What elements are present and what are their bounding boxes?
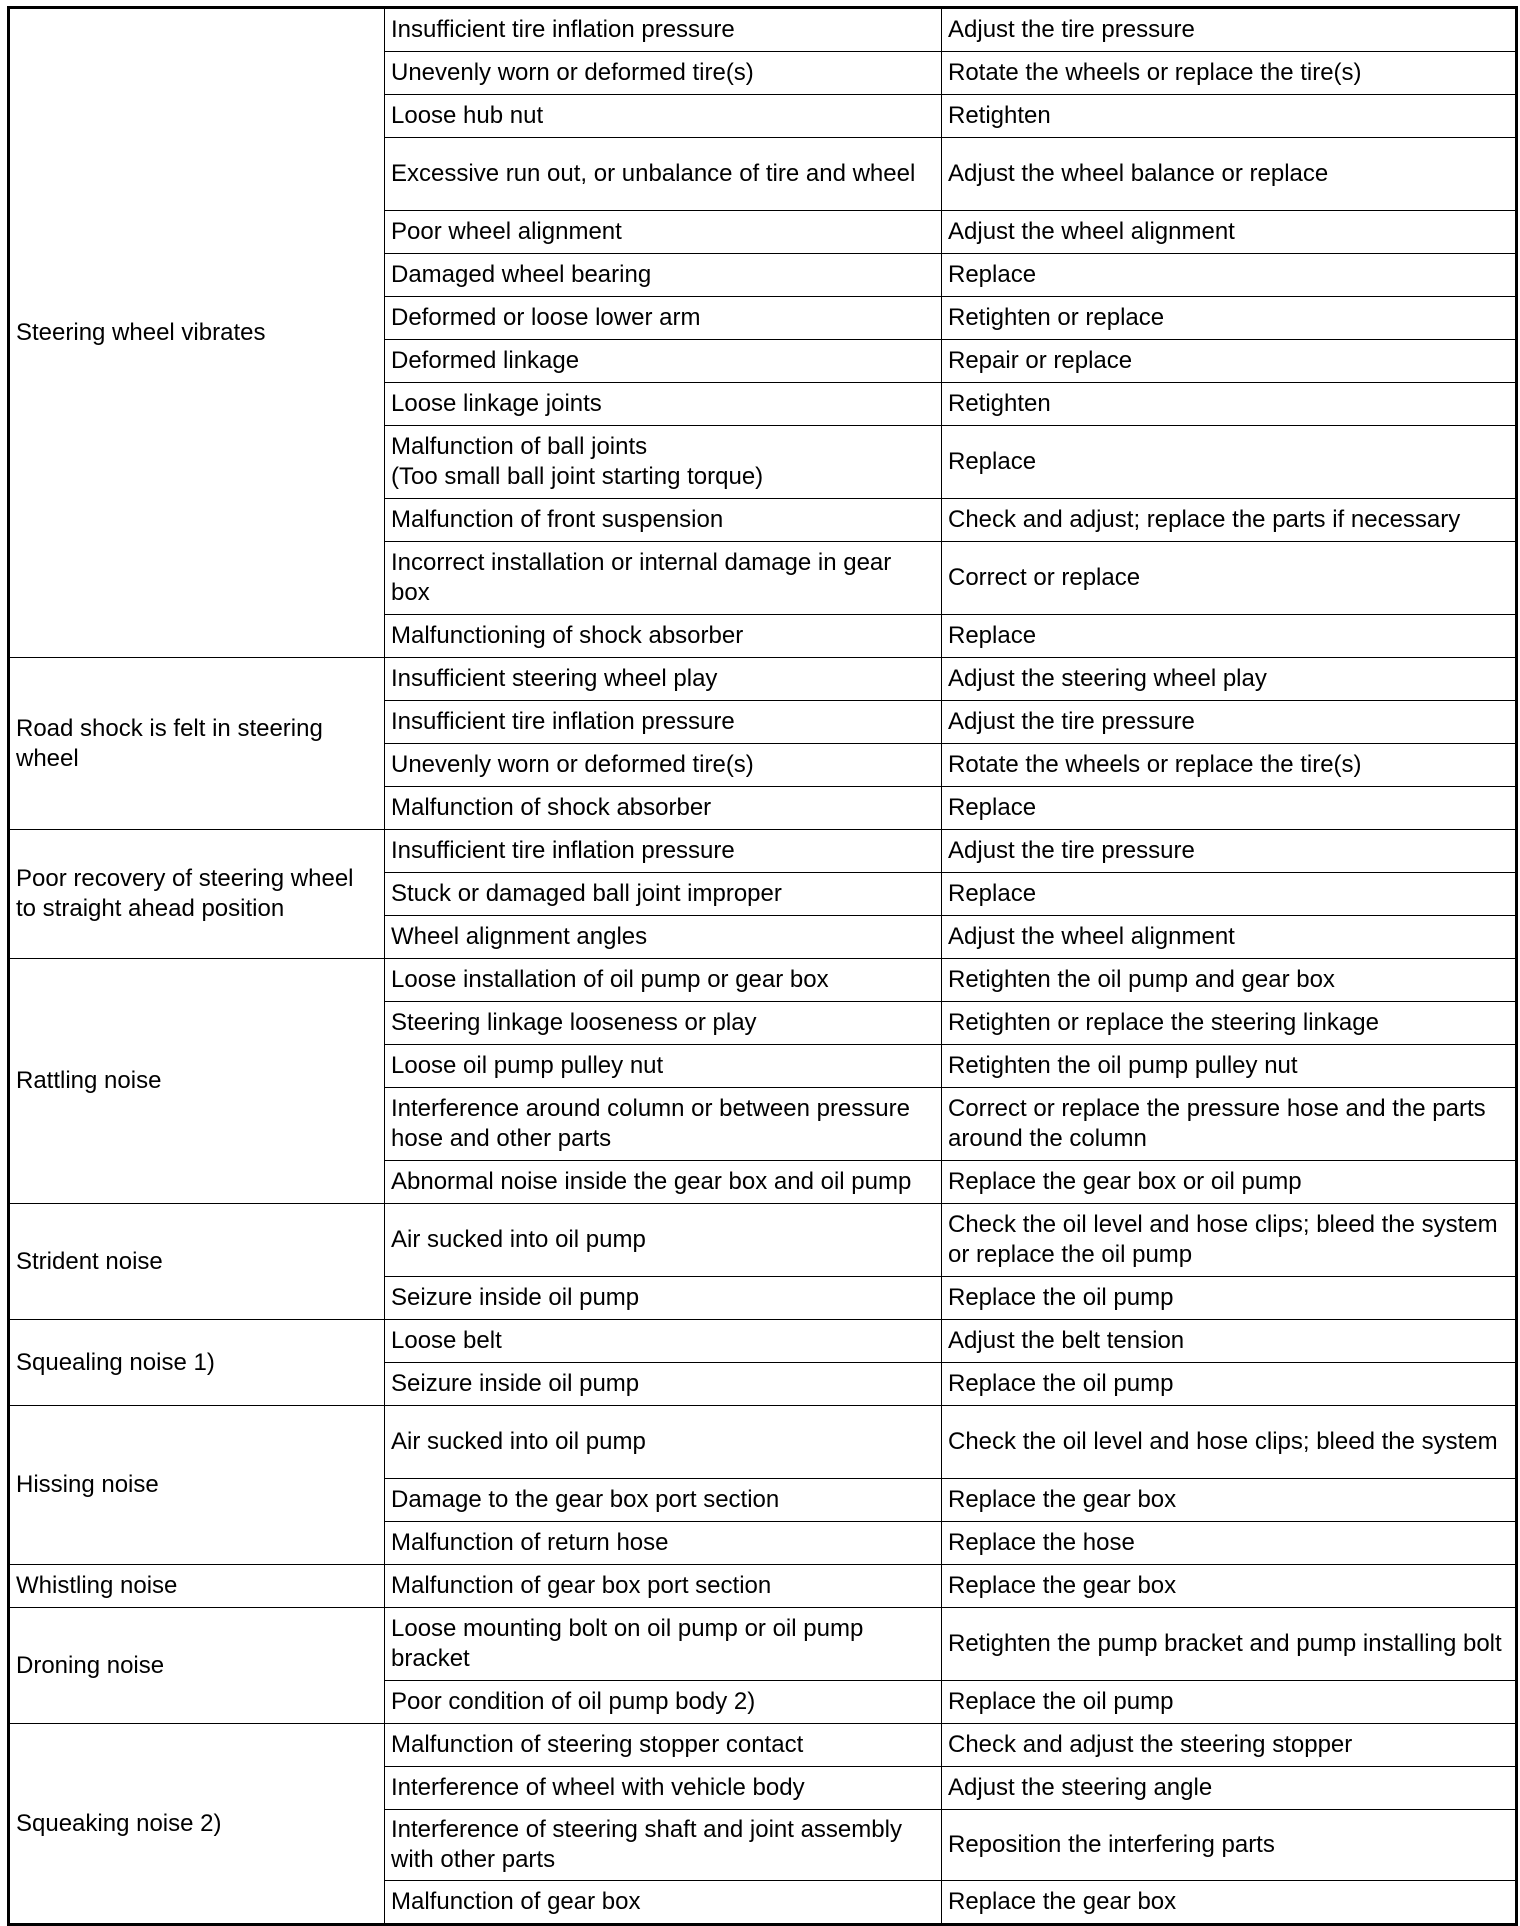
table-row — [9, 1406, 1517, 1479]
table-row — [9, 658, 1517, 701]
remedy-cell: Replace — [942, 787, 1517, 830]
remedy-cell: Adjust the steering wheel play — [942, 658, 1517, 701]
remedy-cell: Reposition the interfering parts — [942, 1810, 1517, 1881]
cause-cell: Loose linkage joints — [385, 383, 942, 426]
remedy-cell: Adjust the tire pressure — [942, 8, 1517, 52]
cause-cell: Loose installation of oil pump or gear box — [385, 959, 942, 1002]
cause-cell: Seizure inside oil pump — [385, 1277, 942, 1320]
remedy-cell: Adjust the tire pressure — [942, 830, 1517, 873]
cause-cell: Malfunction of gear box — [385, 1881, 942, 1925]
cause-cell: Stuck or damaged ball joint improper — [385, 873, 942, 916]
cause-cell: Loose oil pump pulley nut — [385, 1045, 942, 1088]
troubleshooting-table-wrapper — [7, 6, 1518, 1926]
remedy-cell: Retighten or replace the steering linkage — [942, 1002, 1517, 1045]
troubleshooting-table-body — [9, 8, 1517, 1925]
cause-cell: Insufficient tire inflation pressure — [385, 830, 942, 873]
remedy-cell: Adjust the belt tension — [942, 1320, 1517, 1363]
cause-cell: Interference of wheel with vehicle body — [385, 1767, 942, 1810]
cause-cell: Poor wheel alignment — [385, 211, 942, 254]
remedy-cell: Correct or replace the pressure hose and the parts around the column — [942, 1088, 1517, 1161]
cause-cell: Abnormal noise inside the gear box and oil pump — [385, 1161, 942, 1204]
remedy-cell: Correct or replace — [942, 542, 1517, 615]
remedy-cell: Replace — [942, 873, 1517, 916]
table-row — [9, 1565, 1517, 1608]
cause-cell: Excessive run out, or unbalance of tire and wheel — [385, 138, 942, 211]
remedy-cell: Adjust the wheel alignment — [942, 211, 1517, 254]
remedy-cell: Adjust the steering angle — [942, 1767, 1517, 1810]
cause-cell: Insufficient tire inflation pressure — [385, 701, 942, 744]
table-row — [9, 1724, 1517, 1767]
remedy-cell: Retighten the oil pump pulley nut — [942, 1045, 1517, 1088]
remedy-cell: Replace the oil pump — [942, 1363, 1517, 1406]
symptom-cell: Steering wheel vibrates — [9, 8, 385, 658]
cause-cell: Loose mounting bolt on oil pump or oil pump bracket — [385, 1608, 942, 1681]
remedy-cell: Check the oil level and hose clips; bleed the system — [942, 1406, 1517, 1479]
cause-cell: Unevenly worn or deformed tire(s) — [385, 52, 942, 95]
remedy-cell: Adjust the wheel balance or replace — [942, 138, 1517, 211]
remedy-cell: Replace the oil pump — [942, 1681, 1517, 1724]
remedy-cell: Check and adjust the steering stopper — [942, 1724, 1517, 1767]
remedy-cell: Replace the hose — [942, 1522, 1517, 1565]
remedy-cell: Retighten or replace — [942, 297, 1517, 340]
remedy-cell: Replace the gear box or oil pump — [942, 1161, 1517, 1204]
remedy-cell: Replace the gear box — [942, 1479, 1517, 1522]
remedy-cell: Replace — [942, 426, 1517, 499]
table-row — [9, 1204, 1517, 1277]
table-row — [9, 8, 1517, 52]
remedy-cell: Replace — [942, 254, 1517, 297]
cause-cell: Air sucked into oil pump — [385, 1204, 942, 1277]
cause-cell: Malfunction of ball joints (Too small ball joint starting torque) — [385, 426, 942, 499]
symptom-cell: Road shock is felt in steering wheel — [9, 658, 385, 830]
remedy-cell: Rotate the wheels or replace the tire(s) — [942, 52, 1517, 95]
cause-cell: Malfunction of steering stopper contact — [385, 1724, 942, 1767]
table-row — [9, 830, 1517, 873]
cause-cell: Deformed or loose lower arm — [385, 297, 942, 340]
remedy-cell: Adjust the wheel alignment — [942, 916, 1517, 959]
cause-cell: Insufficient tire inflation pressure — [385, 8, 942, 52]
cause-cell: Deformed linkage — [385, 340, 942, 383]
cause-cell: Unevenly worn or deformed tire(s) — [385, 744, 942, 787]
symptom-cell: Poor recovery of steering wheel to straight ahead position — [9, 830, 385, 959]
symptom-cell: Squealing noise 1) — [9, 1320, 385, 1406]
remedy-cell: Replace — [942, 615, 1517, 658]
cause-cell: Damage to the gear box port section — [385, 1479, 942, 1522]
remedy-cell: Retighten — [942, 383, 1517, 426]
cause-cell: Interference around column or between pressure hose and other parts — [385, 1088, 942, 1161]
cause-cell: Poor condition of oil pump body 2) — [385, 1681, 942, 1724]
table-row — [9, 1320, 1517, 1363]
cause-cell: Damaged wheel bearing — [385, 254, 942, 297]
cause-cell: Interference of steering shaft and joint assembly with other parts — [385, 1810, 942, 1881]
remedy-cell: Check the oil level and hose clips; bleed the system or replace the oil pump — [942, 1204, 1517, 1277]
table-row — [9, 959, 1517, 1002]
remedy-cell: Replace the gear box — [942, 1565, 1517, 1608]
remedy-cell: Replace the gear box — [942, 1881, 1517, 1925]
remedy-cell: Replace the oil pump — [942, 1277, 1517, 1320]
cause-cell: Malfunctioning of shock absorber — [385, 615, 942, 658]
remedy-cell: Check and adjust; replace the parts if necessary — [942, 499, 1517, 542]
remedy-cell: Retighten the oil pump and gear box — [942, 959, 1517, 1002]
table-row — [9, 1608, 1517, 1681]
remedy-cell: Adjust the tire pressure — [942, 701, 1517, 744]
cause-cell: Wheel alignment angles — [385, 916, 942, 959]
symptom-cell: Squeaking noise 2) — [9, 1724, 385, 1925]
cause-cell: Air sucked into oil pump — [385, 1406, 942, 1479]
cause-cell: Incorrect installation or internal damage in gear box — [385, 542, 942, 615]
remedy-cell: Retighten — [942, 95, 1517, 138]
cause-cell: Malfunction of gear box port section — [385, 1565, 942, 1608]
cause-cell: Loose hub nut — [385, 95, 942, 138]
cause-cell: Insufficient steering wheel play — [385, 658, 942, 701]
remedy-cell: Retighten the pump bracket and pump installing bolt — [942, 1608, 1517, 1681]
symptom-cell: Strident noise — [9, 1204, 385, 1320]
symptom-cell: Whistling noise — [9, 1565, 385, 1608]
remedy-cell: Repair or replace — [942, 340, 1517, 383]
cause-cell: Malfunction of return hose — [385, 1522, 942, 1565]
symptom-cell: Rattling noise — [9, 959, 385, 1204]
remedy-cell: Rotate the wheels or replace the tire(s) — [942, 744, 1517, 787]
cause-cell: Steering linkage looseness or play — [385, 1002, 942, 1045]
symptom-cell: Droning noise — [9, 1608, 385, 1724]
cause-cell: Malfunction of shock absorber — [385, 787, 942, 830]
troubleshooting-table — [7, 6, 1518, 1926]
cause-cell: Malfunction of front suspension — [385, 499, 942, 542]
cause-cell: Seizure inside oil pump — [385, 1363, 942, 1406]
symptom-cell: Hissing noise — [9, 1406, 385, 1565]
cause-cell: Loose belt — [385, 1320, 942, 1363]
